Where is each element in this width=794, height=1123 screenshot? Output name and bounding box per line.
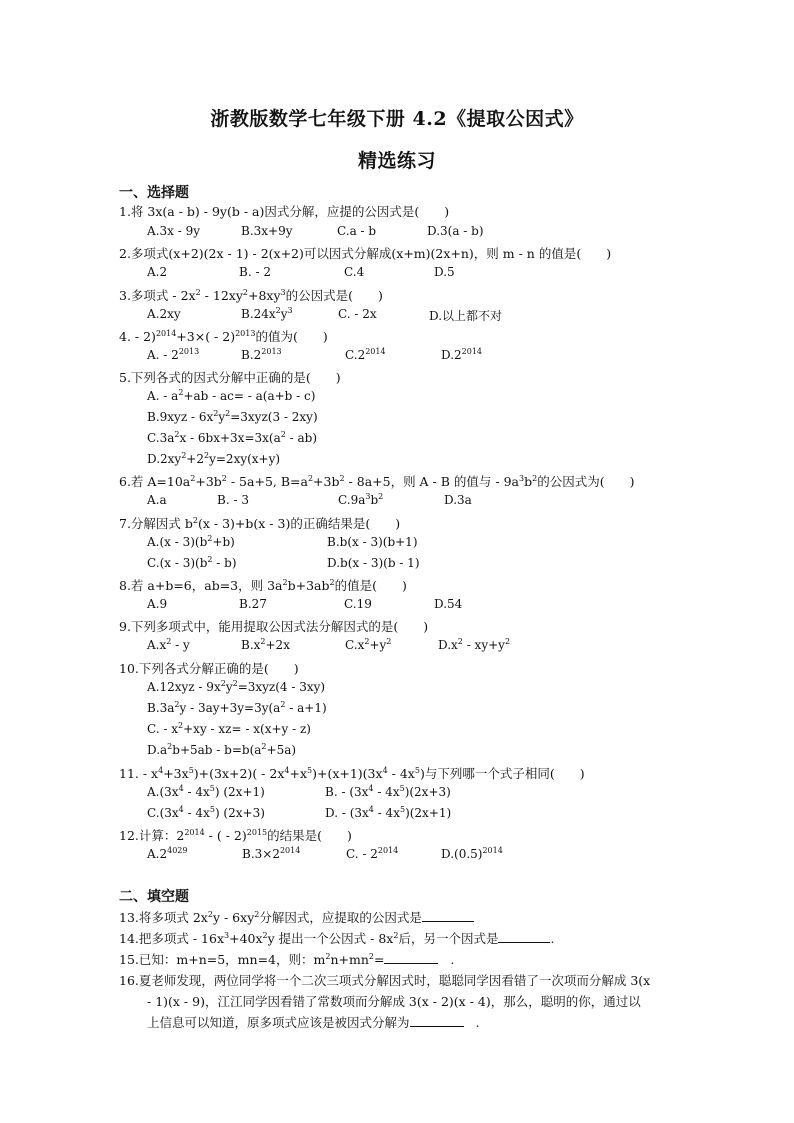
- question-13: 13.将多项式 $2x^2y - 6xy^2$分解因式，应提取的公因式是: [119, 908, 474, 926]
- q1-option-a: A.3x - 9y: [147, 224, 200, 238]
- q9-option-c: $C.x^2+y^2$: [345, 637, 392, 652]
- question-1: 1.将 3x(a - b) - 9y(b - a)因式分解，应提的公因式是( ): [119, 204, 450, 219]
- q4-option-c: $C.2^{2014}$: [345, 347, 386, 362]
- question-12: 12.计算：$2^{2014}$ - ( - 2)$^{2015}$的结果是( ): [119, 828, 352, 843]
- q2-option-d: D.5: [434, 265, 455, 279]
- question-8: 8.若 a+b=6，ab=3，则 $3a^2b+3ab^2$的值是( ): [119, 578, 407, 593]
- question-14: 14.把多项式 - $16x^3+40x^2y$ 提出一个公因式 - $8x^2$后，另一个因式是 .: [119, 931, 555, 946]
- q10-option-b: $B.3a^2y - 3ay+3y=3y(a^2 - a+1)$: [147, 700, 327, 715]
- q3-option-b: $B.24x^2y^3$: [241, 306, 293, 321]
- q6-option-a: A.a: [147, 493, 167, 507]
- q10-option-a: $A.12xyz - 9x^2y^2=3xyz(4 - 3xy)$: [147, 679, 326, 694]
- q2-option-b: B. - 2: [239, 265, 271, 279]
- q1-option-d: D.3(a - b): [427, 224, 484, 238]
- page-subtitle: 精选练习: [357, 150, 436, 172]
- page-title: 浙教版数学七年级下册 4.2《提取公因式》: [210, 108, 584, 130]
- question-16-line-3: 上信息可以知道，原多项式应该是被因式分解为 .: [147, 1015, 480, 1030]
- q9-option-d: $D.x^2 - xy+y^2$: [438, 637, 511, 652]
- answer-blank[interactable]: [384, 953, 438, 964]
- q11-option-c: $C.(3x^4 - 4x^5)$ (2x+3): [147, 805, 265, 820]
- answer-blank[interactable]: [410, 1016, 464, 1027]
- q2-option-a: A.2: [147, 265, 168, 279]
- q8-option-d: D.54: [434, 597, 463, 611]
- question-5: 5.下列各式的因式分解中正确的是( ): [119, 370, 341, 385]
- q11-option-d: D. - $(3x^4 - 4x^5)(2x+1)$: [325, 805, 452, 820]
- q4-option-d: $D.2^{2014}$: [441, 347, 483, 362]
- q6-option-d: D.3a: [444, 493, 472, 507]
- question-16-line-1: 16.夏老师发现，两位同学将一个二次三项式分解因式时，聪聪同学因看错了一次项而分解成 3(x: [119, 973, 651, 988]
- question-6: 6.若 $A=10a^2+3b^2 - 5a+5$, $B=a^2+3b^2 - 8a+5$，则 A - B 的值与 - $9a^3b^2$的公因式为( ): [119, 474, 635, 489]
- question-16-line-2: - 1)(x - 9)，江江同学因看错了常数项而分解成 3(x - 2)(x - 4)，那么，聪明的你，通过以: [147, 994, 641, 1009]
- q2-option-c: C.4: [344, 265, 365, 279]
- q10-option-c: C. - $x^2+xy - xz= - x(x+y - z)$: [147, 721, 311, 736]
- question-15: 15.已知：m+n=5，mn=4，则：$m^2n+mn^2=$ .: [119, 952, 455, 967]
- question-10: 10.下列各式分解正确的是( ): [119, 661, 299, 676]
- q10-option-d: $D.a^2b+5ab - b=b(a^2+5a)$: [147, 742, 297, 757]
- q3-option-a: A.2xy: [147, 307, 181, 321]
- q4-option-b: $B.2^{2013}$: [241, 347, 282, 362]
- q7-option-a: $A.(x - 3)(b^2+b)$: [147, 534, 235, 549]
- question-4: 4. - 2)$^{2014}$+3×( - 2)$^{2013}$的值为( ): [119, 329, 328, 344]
- q3-option-c: C. - 2x: [338, 307, 377, 321]
- question-9: 9.下列多项式中，能用提取公因式法分解因式的是( ): [119, 619, 429, 634]
- question-3: 3.多项式 - $2x^2 - 12xy^2+8xy^3$的公因式是( ): [119, 288, 383, 303]
- q12-option-b: $B.3\times 2^{2014}$: [242, 846, 301, 861]
- q12-option-a: $A.2^{4029}$: [147, 846, 188, 861]
- question-2: 2.多项式(x+2)(2x - 1) - 2(x+2)可以因式分解成(x+m)(2x+n)，则 m - n 的值是( ): [119, 246, 612, 261]
- q5-option-a: A. - $a^2+ab - ac= - a(a+b - c)$: [147, 388, 316, 403]
- q11-option-b: B. - $(3x^4 - 4x^5)(2x+3)$: [325, 784, 451, 799]
- q4-option-a: A. - $2^{2013}$: [147, 347, 200, 362]
- q1-option-c: C.a - b: [337, 224, 377, 238]
- q5-option-b: $B.9xyz - 6x^2y^2=3xyz(3 - 2xy)$: [147, 409, 318, 424]
- q7-option-d: D.b(x - 3)(b - 1): [327, 556, 420, 570]
- q8-option-a: A.9: [147, 597, 168, 611]
- q6-option-c: $C.9a^3b^2$: [338, 492, 384, 507]
- q7-option-c: $C.(x - 3)(b^2 - b)$: [147, 555, 237, 570]
- section-choice-heading: 一、选择题: [119, 185, 189, 201]
- answer-blank[interactable]: [422, 911, 474, 922]
- q12-option-d: $D.(0.5)^{2014}$: [441, 846, 503, 861]
- q1-option-b: B.3x+9y: [241, 224, 293, 238]
- answer-blank[interactable]: [498, 932, 550, 943]
- q8-option-c: C.19: [344, 597, 372, 611]
- q5-option-c: $C.3a^2x - 6bx+3x=3x(a^2 - ab)$: [147, 430, 318, 445]
- q8-option-b: B.27: [239, 597, 267, 611]
- section-fill-heading: 二、填空题: [119, 889, 189, 905]
- q5-option-d: $D.2xy^2+2^2y=2xy(x+y)$: [147, 451, 281, 466]
- question-7: 7.分解因式 $b^2(x - 3)+b(x - 3)$的正确结果是( ): [119, 516, 401, 531]
- question-11: 11. - $x^4+3x^5)+(3x+2)( - 2x^4+x^5)+(x+1)(3x^4 - 4x^5)$与下列哪一个式子相同( ): [119, 766, 585, 781]
- q11-option-a: $A.(3x^4 - 4x^5)$ (2x+1): [147, 784, 265, 799]
- q9-option-a: $A.x^2$ - y: [147, 637, 190, 652]
- q9-option-b: $B.x^2+2x$: [241, 637, 290, 652]
- q6-option-b: B. - 3: [217, 493, 249, 507]
- q7-option-b: B.b(x - 3)(b+1): [327, 535, 418, 549]
- q12-option-c: C. - $2^{2014}$: [346, 846, 399, 861]
- q3-option-d: D.以上都不对: [429, 309, 503, 323]
